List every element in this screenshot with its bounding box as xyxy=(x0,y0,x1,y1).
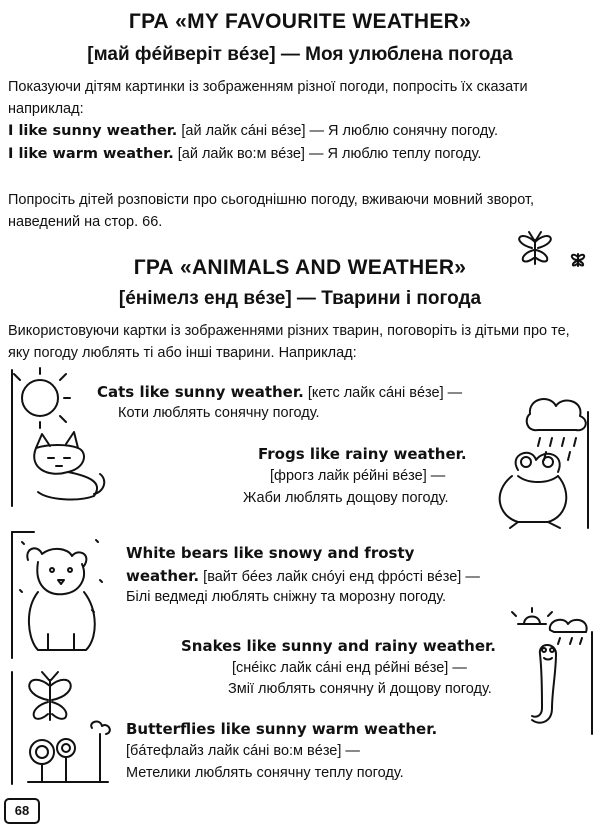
item-bears-line2 xyxy=(126,565,480,588)
bears-english-line2: weather. xyxy=(126,567,200,585)
bears-translation: [вайт бéез лайк снóуі енд фрóсті вéзе] — xyxy=(203,569,480,585)
bear-snow-illustration xyxy=(8,530,108,660)
snakes-translation: [снéікс лайк сáні енд рéйні вéзе] — xyxy=(232,660,467,676)
item-frogs xyxy=(258,443,467,466)
bears-english-line1: White bears like snowy and frosty xyxy=(126,544,415,562)
sun-cat-illustration xyxy=(8,368,98,508)
example-2-english: I like warm weather. xyxy=(8,146,174,162)
butterflies-english: Butterflies like sunny warm weather. xyxy=(126,720,438,738)
butterflies-ukrainian: Метелики люблять сонячну теплу погоду. xyxy=(126,765,404,781)
bears-ukrainian: Білі ведмеді люблять сніжну та морозну погоду. xyxy=(126,589,447,605)
game1-subtitle: [май фéйверіт вéзе] — Моя улюблена погода xyxy=(87,44,513,65)
sun-cloud-snake-illustration xyxy=(510,612,596,736)
game1-intro: Показуючи дітям картинки із зображенням різної погоди, попросіть їх сказати наприклад: xyxy=(8,79,528,117)
frogs-english: Frogs like rainy weather. xyxy=(258,445,467,463)
game2-subtitle: [éнімелз енд вéзе] — Тварини і погода xyxy=(118,288,482,309)
page-number: 68 xyxy=(4,798,40,824)
game2-intro: Використовуючи картки із зображеннями різних тварин, поговоріть із дітьми про те, яку погоду люблять ті або інші тварини. Наприклад: xyxy=(8,323,570,361)
snakes-ukrainian: Змії люблять сонячну й дощову погоду. xyxy=(228,681,492,697)
butterflies-translation: [бáтефлайз лайк сáні во:м вéзе] — xyxy=(126,743,360,759)
cloud-rain-frog-illustration xyxy=(488,392,594,532)
example-2-translation: [ай лайк во:м вéзе] — Я люблю теплу погоду. xyxy=(177,146,482,162)
game2-title: ГРА «ANIMALS AND WEATHER» xyxy=(133,256,467,279)
cats-ukrainian: Коти люблять сонячну погоду. xyxy=(118,405,320,421)
item-snakes xyxy=(181,635,496,658)
game1-title: ГРА «MY FAVOURITE WEATHER» xyxy=(128,10,472,33)
cats-translation: [кетс лайк сáні вéзе] — xyxy=(307,385,463,401)
butterfly-flower-illustration xyxy=(8,668,118,786)
item-cats xyxy=(97,381,462,404)
game1-example-2 xyxy=(8,143,481,165)
snakes-english: Snakes like sunny and rainy weather. xyxy=(181,637,496,655)
game1-example-1 xyxy=(8,120,498,142)
example-1-translation: [ай лайк сáні вéзе] — Я люблю сонячну погоду. xyxy=(181,123,499,139)
item-bears-line1 xyxy=(126,542,414,565)
frogs-translation: [фрогз лайк рéйні вéзе] — xyxy=(270,468,446,484)
item-butterflies xyxy=(126,718,437,741)
example-1-english: I like sunny weather. xyxy=(8,123,178,139)
frogs-ukrainian: Жаби люблять дощову погоду. xyxy=(243,490,449,506)
game1-note: Попросіть дітей розповісти про сьогоднішню погоду, вживаючи мовний зворот, наведений на стор. 66. xyxy=(8,192,535,230)
cats-english: Cats like sunny weather. xyxy=(97,383,304,401)
